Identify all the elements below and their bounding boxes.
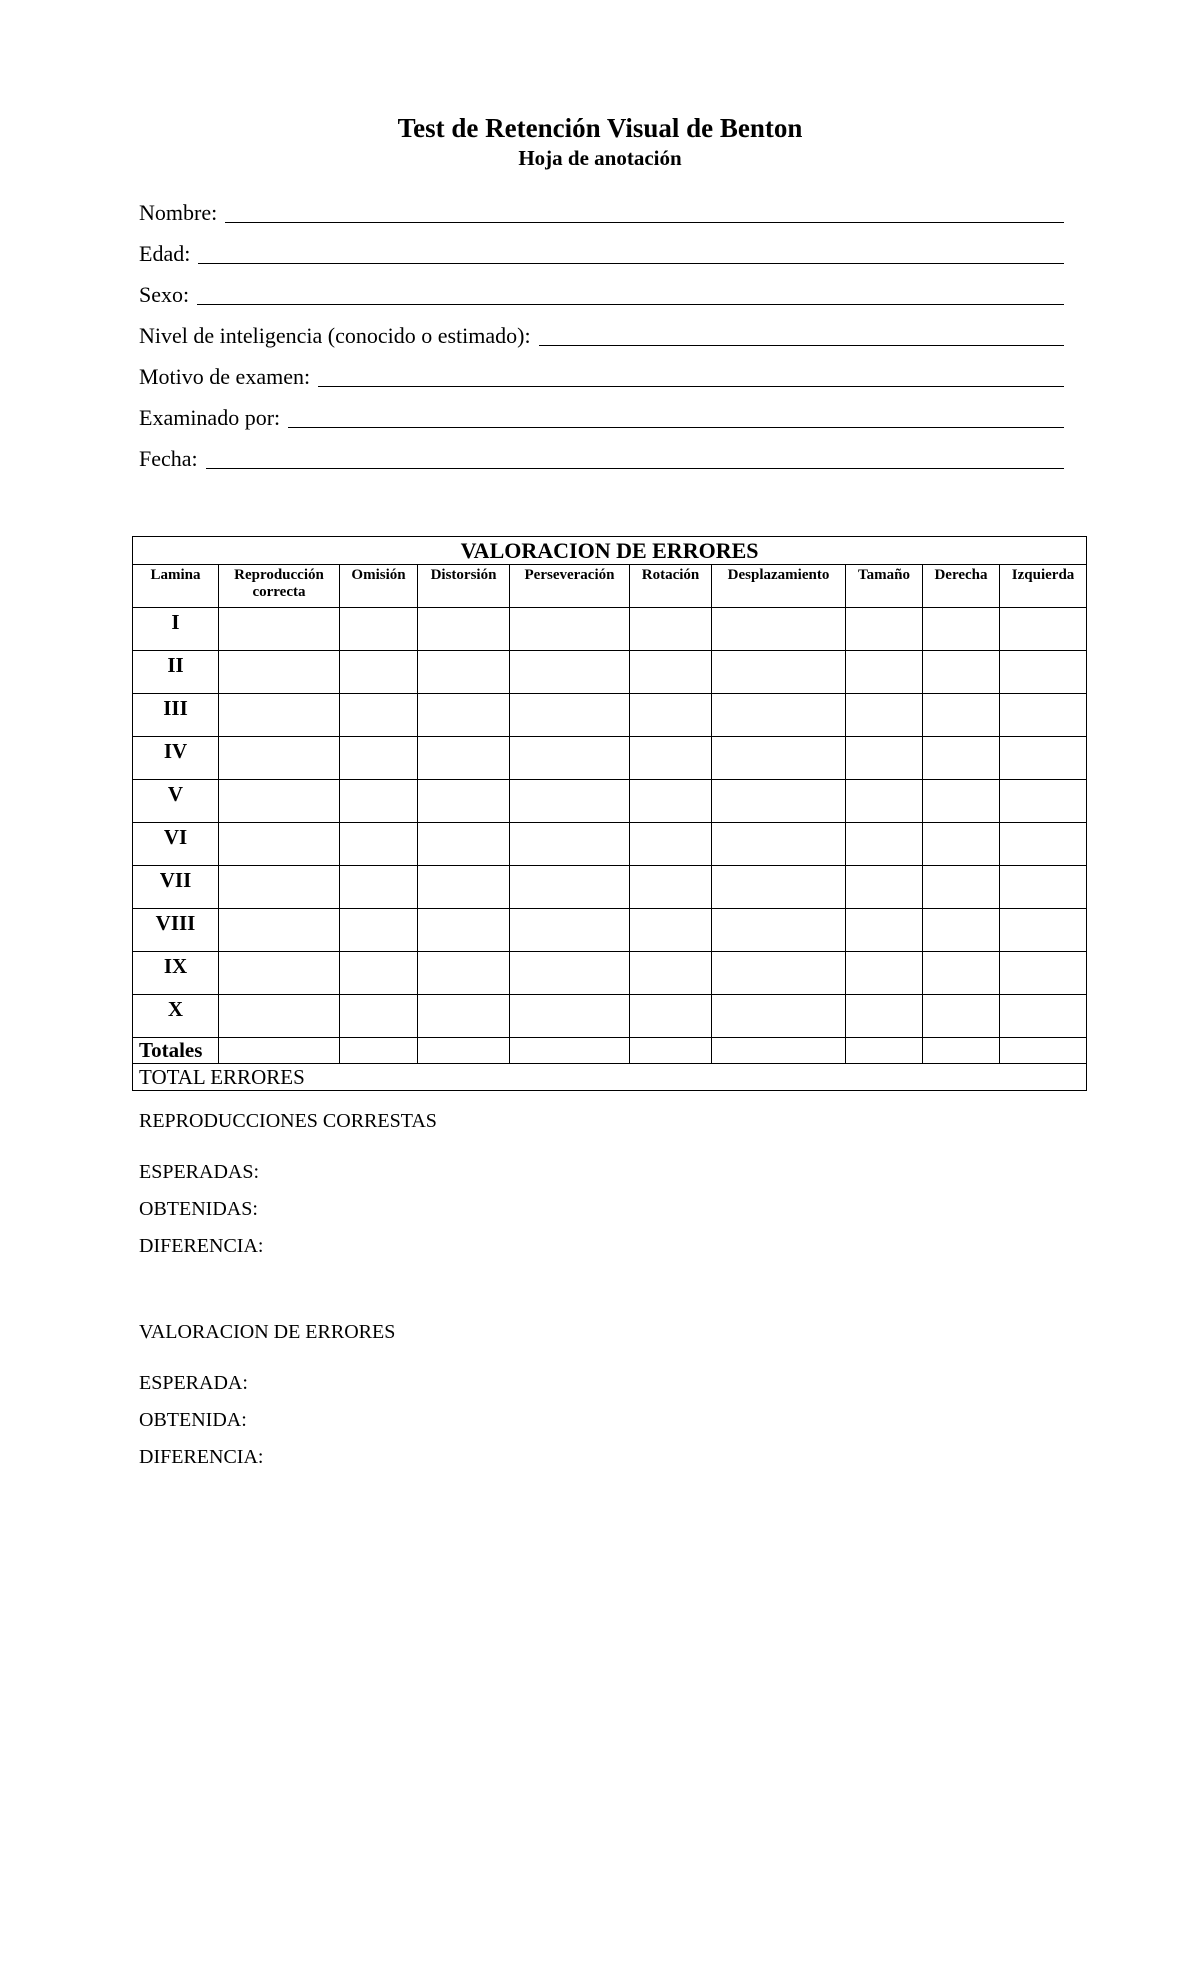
score-cell[interactable] bbox=[630, 995, 712, 1038]
reproductions-heading: REPRODUCCIONES CORRESTAS bbox=[139, 1110, 437, 1132]
row-label-lamina: VII bbox=[133, 866, 219, 909]
score-cell[interactable] bbox=[630, 694, 712, 737]
score-cell[interactable] bbox=[712, 995, 846, 1038]
score-cell[interactable] bbox=[340, 823, 418, 866]
sex-field[interactable] bbox=[139, 278, 1064, 308]
score-cell[interactable] bbox=[712, 866, 846, 909]
exam-reason-blank-line[interactable] bbox=[318, 368, 1064, 387]
row-label-lamina: VI bbox=[133, 823, 219, 866]
document-subtitle: Hoja de anotación bbox=[518, 146, 682, 170]
score-cell[interactable] bbox=[1000, 866, 1087, 909]
date-label: Fecha: bbox=[139, 446, 198, 471]
exam-reason-label: Motivo de examen: bbox=[139, 364, 311, 389]
score-cell[interactable] bbox=[219, 608, 340, 651]
score-cell[interactable] bbox=[219, 737, 340, 780]
score-cell[interactable] bbox=[712, 651, 846, 694]
table-row bbox=[133, 995, 1087, 1038]
score-cell[interactable] bbox=[510, 866, 630, 909]
totals-cell[interactable] bbox=[418, 1038, 510, 1064]
score-cell[interactable] bbox=[846, 651, 923, 694]
col-header-omision: Omisión bbox=[340, 565, 418, 608]
name-field[interactable] bbox=[139, 196, 1064, 226]
score-cell[interactable] bbox=[1000, 909, 1087, 952]
row-label-lamina: I bbox=[133, 608, 219, 651]
error-scoring-table bbox=[132, 536, 1087, 1091]
score-cell[interactable] bbox=[923, 823, 1000, 866]
score-cell[interactable] bbox=[923, 737, 1000, 780]
col-header-perseveracion: Perseveración bbox=[510, 565, 630, 608]
totals-label: Totales bbox=[133, 1038, 219, 1064]
name-blank-line[interactable] bbox=[225, 204, 1064, 223]
totals-cell[interactable] bbox=[630, 1038, 712, 1064]
score-cell[interactable] bbox=[1000, 780, 1087, 823]
col-header-tamano: Tamaño bbox=[846, 565, 923, 608]
table-row bbox=[133, 823, 1087, 866]
score-cell[interactable] bbox=[630, 608, 712, 651]
row-label-lamina: X bbox=[133, 995, 219, 1038]
score-cell[interactable] bbox=[510, 694, 630, 737]
score-cell[interactable] bbox=[340, 608, 418, 651]
col-header-derecha: Derecha bbox=[923, 565, 1000, 608]
score-cell[interactable] bbox=[340, 737, 418, 780]
score-cell[interactable] bbox=[340, 651, 418, 694]
score-cell[interactable] bbox=[630, 651, 712, 694]
date-blank-line[interactable] bbox=[206, 450, 1064, 469]
score-cell[interactable] bbox=[923, 651, 1000, 694]
score-cell[interactable] bbox=[219, 866, 340, 909]
score-cell[interactable] bbox=[340, 694, 418, 737]
score-cell[interactable] bbox=[846, 608, 923, 651]
score-cell[interactable] bbox=[846, 694, 923, 737]
score-cell[interactable] bbox=[630, 780, 712, 823]
score-cell[interactable] bbox=[418, 995, 510, 1038]
errors-obtained-label: OBTENIDA: bbox=[139, 1409, 247, 1431]
row-label-lamina: IV bbox=[133, 737, 219, 780]
col-header-distorsion: Distorsión bbox=[418, 565, 510, 608]
score-cell[interactable] bbox=[418, 823, 510, 866]
score-cell[interactable] bbox=[1000, 737, 1087, 780]
score-cell[interactable] bbox=[923, 909, 1000, 952]
examiner-label: Examinado por: bbox=[139, 405, 281, 430]
score-cell[interactable] bbox=[712, 780, 846, 823]
score-cell[interactable] bbox=[630, 737, 712, 780]
score-cell[interactable] bbox=[1000, 694, 1087, 737]
col-header-lamina: Lamina bbox=[133, 565, 219, 608]
col-header-desplazamiento: Desplazamiento bbox=[712, 565, 846, 608]
table-title: VALORACION DE ERRORES bbox=[133, 537, 1087, 565]
score-cell[interactable] bbox=[340, 995, 418, 1038]
totals-cell[interactable] bbox=[510, 1038, 630, 1064]
score-cell[interactable] bbox=[418, 694, 510, 737]
score-cell[interactable] bbox=[846, 909, 923, 952]
table-row bbox=[133, 780, 1087, 823]
score-cell[interactable] bbox=[846, 737, 923, 780]
score-cell[interactable] bbox=[418, 608, 510, 651]
totals-cell[interactable] bbox=[923, 1038, 1000, 1064]
score-cell[interactable] bbox=[630, 866, 712, 909]
table-row bbox=[133, 608, 1087, 651]
total-errors-label: TOTAL ERRORES bbox=[133, 1064, 1087, 1091]
score-cell[interactable] bbox=[510, 909, 630, 952]
age-label: Edad: bbox=[139, 241, 191, 266]
table-row bbox=[133, 694, 1087, 737]
document-title: Test de Retención Visual de Benton bbox=[397, 113, 803, 143]
score-cell[interactable] bbox=[712, 823, 846, 866]
score-cell[interactable] bbox=[510, 651, 630, 694]
score-cell[interactable] bbox=[712, 737, 846, 780]
score-cell[interactable] bbox=[510, 823, 630, 866]
table-row bbox=[133, 952, 1087, 995]
totals-row bbox=[133, 1038, 1087, 1064]
score-cell[interactable] bbox=[712, 952, 846, 995]
intelligence-field[interactable] bbox=[139, 319, 1064, 349]
score-cell[interactable] bbox=[418, 737, 510, 780]
col-header-izquierda: Izquierda bbox=[1000, 565, 1087, 608]
totals-cell[interactable] bbox=[219, 1038, 340, 1064]
examiner-field[interactable] bbox=[139, 401, 1064, 431]
intelligence-blank-line[interactable] bbox=[539, 327, 1064, 346]
exam-reason-field[interactable] bbox=[139, 360, 1064, 390]
score-cell[interactable] bbox=[219, 909, 340, 952]
col-header-rotacion: Rotación bbox=[630, 565, 712, 608]
score-cell[interactable] bbox=[340, 952, 418, 995]
score-cell[interactable] bbox=[418, 909, 510, 952]
table-row bbox=[133, 651, 1087, 694]
score-cell[interactable] bbox=[1000, 995, 1087, 1038]
score-cell[interactable] bbox=[340, 909, 418, 952]
score-cell[interactable] bbox=[1000, 823, 1087, 866]
score-cell[interactable] bbox=[630, 952, 712, 995]
score-cell[interactable] bbox=[340, 780, 418, 823]
score-cell[interactable] bbox=[846, 995, 923, 1038]
row-label-lamina: IX bbox=[133, 952, 219, 995]
score-cell[interactable] bbox=[219, 694, 340, 737]
reproductions-expected-label: ESPERADAS: bbox=[139, 1161, 260, 1183]
date-field[interactable] bbox=[139, 442, 1064, 472]
score-cell[interactable] bbox=[1000, 952, 1087, 995]
score-cell[interactable] bbox=[923, 995, 1000, 1038]
totals-cell[interactable] bbox=[712, 1038, 846, 1064]
totals-cell[interactable] bbox=[846, 1038, 923, 1064]
score-cell[interactable] bbox=[219, 995, 340, 1038]
score-cell[interactable] bbox=[923, 866, 1000, 909]
score-cell[interactable] bbox=[510, 737, 630, 780]
score-cell[interactable] bbox=[846, 823, 923, 866]
row-label-lamina: VIII bbox=[133, 909, 219, 952]
reproductions-difference-label: DIFERENCIA: bbox=[139, 1235, 264, 1257]
score-cell[interactable] bbox=[340, 866, 418, 909]
score-cell[interactable] bbox=[1000, 608, 1087, 651]
score-cell[interactable] bbox=[219, 823, 340, 866]
score-cell[interactable] bbox=[418, 952, 510, 995]
score-cell[interactable] bbox=[1000, 651, 1087, 694]
intelligence-label: Nivel de inteligencia (conocido o estimado): bbox=[139, 323, 531, 348]
score-cell[interactable] bbox=[219, 780, 340, 823]
score-cell[interactable] bbox=[846, 780, 923, 823]
sex-label: Sexo: bbox=[139, 282, 190, 307]
age-blank-line[interactable] bbox=[198, 245, 1064, 264]
score-cell[interactable] bbox=[712, 909, 846, 952]
reproductions-obtained-label: OBTENIDAS: bbox=[139, 1198, 258, 1220]
score-cell[interactable] bbox=[630, 909, 712, 952]
errors-heading: VALORACION DE ERRORES bbox=[139, 1321, 396, 1343]
score-cell[interactable] bbox=[219, 651, 340, 694]
score-cell[interactable] bbox=[923, 694, 1000, 737]
score-cell[interactable] bbox=[630, 823, 712, 866]
table-row bbox=[133, 737, 1087, 780]
errors-expected-label: ESPERADA: bbox=[139, 1372, 248, 1394]
score-cell[interactable] bbox=[510, 952, 630, 995]
score-cell[interactable] bbox=[418, 651, 510, 694]
row-label-lamina: II bbox=[133, 651, 219, 694]
table-row bbox=[133, 909, 1087, 952]
totals-cell[interactable] bbox=[340, 1038, 418, 1064]
score-cell[interactable] bbox=[418, 780, 510, 823]
score-cell[interactable] bbox=[712, 694, 846, 737]
totals-cell[interactable] bbox=[1000, 1038, 1087, 1064]
name-label: Nombre: bbox=[139, 200, 218, 225]
row-label-lamina: III bbox=[133, 694, 219, 737]
table-row bbox=[133, 866, 1087, 909]
score-cell[interactable] bbox=[923, 608, 1000, 651]
score-cell[interactable] bbox=[510, 608, 630, 651]
score-cell[interactable] bbox=[846, 952, 923, 995]
age-field[interactable] bbox=[139, 237, 1064, 267]
row-label-lamina: V bbox=[133, 780, 219, 823]
score-cell[interactable] bbox=[418, 866, 510, 909]
col-header-reproduccion: Reproducción correcta bbox=[219, 565, 340, 608]
table-body bbox=[133, 608, 1087, 1038]
examiner-blank-line[interactable] bbox=[288, 409, 1064, 428]
score-cell[interactable] bbox=[923, 952, 1000, 995]
score-cell[interactable] bbox=[846, 866, 923, 909]
score-cell[interactable] bbox=[510, 780, 630, 823]
score-cell[interactable] bbox=[712, 608, 846, 651]
score-cell[interactable] bbox=[219, 952, 340, 995]
sex-blank-line[interactable] bbox=[197, 286, 1064, 305]
score-cell[interactable] bbox=[923, 780, 1000, 823]
errors-difference-label: DIFERENCIA: bbox=[139, 1446, 264, 1468]
score-cell[interactable] bbox=[510, 995, 630, 1038]
